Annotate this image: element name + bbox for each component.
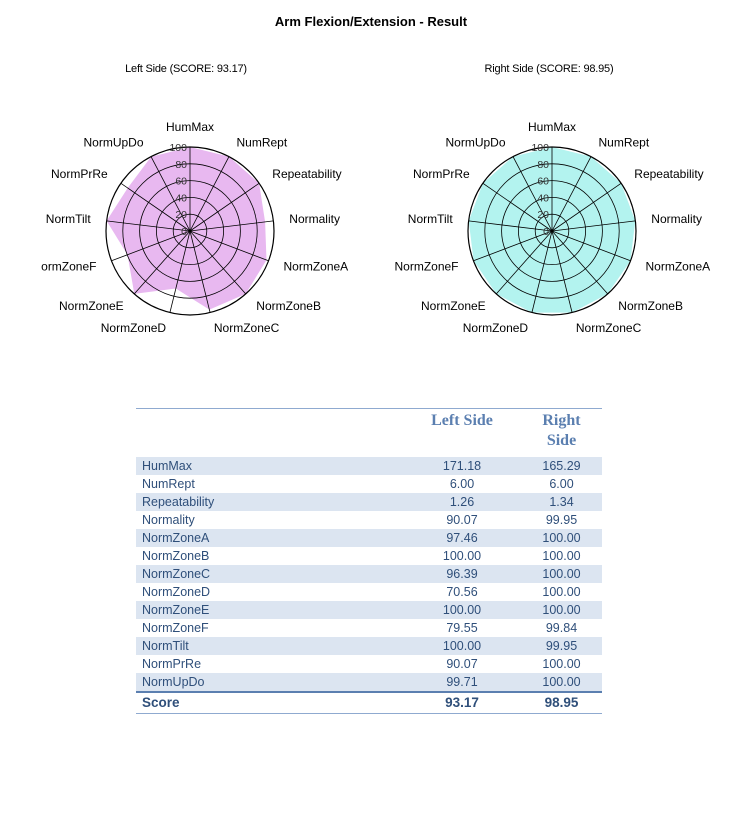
radar-axis-label: NormPrRe (51, 167, 108, 182)
row-right-value: 99.84 (545, 621, 578, 635)
row-metric-name: HumMax (142, 459, 193, 473)
score-row (136, 692, 602, 714)
row-metric-name: NormZoneC (142, 567, 211, 581)
row-right-value: 100.00 (542, 675, 581, 689)
right-radar-chart (362, 110, 733, 340)
radar-tick-label: 0 (543, 226, 549, 238)
radar-tick-label: 80 (175, 158, 187, 171)
row-metric-name: NumRept (142, 477, 195, 491)
row-left-value: 90.07 (446, 657, 478, 671)
radar-axis-label: Repeatability (634, 167, 704, 182)
score-label: Score (142, 695, 180, 710)
table-row (136, 601, 602, 619)
table-row (136, 655, 602, 673)
radar-axis-label: NormZoneD (100, 321, 167, 336)
header-left-side: Left Side (431, 412, 493, 429)
row-left-value: 1.26 (449, 495, 475, 509)
table-row (136, 493, 602, 511)
table-row (136, 475, 602, 493)
row-right-value: 100.00 (542, 549, 581, 563)
radar-tick-label: 40 (537, 192, 549, 205)
row-right-value: 165.29 (542, 459, 581, 473)
row-metric-name: NormZoneE (142, 603, 210, 617)
row-left-value: 96.39 (446, 567, 478, 581)
radar-axis-label: Normality (289, 211, 340, 226)
row-left-value: 6.00 (449, 477, 475, 491)
page-title: Arm Flexion/Extension - Result (274, 14, 468, 29)
radar-tick-label: 60 (175, 175, 187, 188)
radar-tick-label: 40 (175, 192, 187, 205)
row-right-value: 100.00 (542, 603, 581, 617)
radar-tick-label: 20 (175, 209, 187, 222)
row-left-value: 79.55 (446, 621, 478, 635)
row-left-value: 97.46 (446, 531, 478, 545)
row-metric-name: NormUpDo (142, 675, 205, 689)
radar-axis-label: NormPrRe (413, 167, 470, 182)
radar-axis-label: NormZoneA (645, 259, 711, 274)
row-metric-name: NormZoneF (142, 621, 209, 635)
radar-axis-label: NormTilt (45, 211, 91, 226)
radar-axis-label: HumMax (165, 120, 215, 134)
radar-axis-label: NormUpDo (445, 135, 506, 150)
row-right-value: 99.95 (545, 639, 578, 653)
table-row (136, 673, 602, 692)
radar-axis-label: NormZoneD (462, 321, 529, 336)
row-right-value: 100.00 (542, 531, 581, 545)
row-right-value: 100.00 (542, 567, 581, 581)
radar-axis-label: NormZoneF (394, 259, 459, 274)
row-metric-name: Normality (142, 513, 195, 527)
row-metric-name: NormZoneA (142, 531, 210, 545)
left-chart-title: Left Side (SCORE: 93.17) (125, 63, 247, 75)
radar-tick-label: 0 (181, 226, 187, 238)
radar-axis-label: Normality (651, 211, 702, 226)
table-body (136, 457, 602, 692)
table-row (136, 457, 602, 475)
table-row (136, 619, 602, 637)
row-right-value: 100.00 (542, 657, 581, 671)
row-left-value: 90.07 (446, 513, 478, 527)
right-chart-title: Right Side (SCORE: 98.95) (484, 63, 614, 75)
row-right-value: 99.95 (545, 513, 578, 527)
header-right-side: Right Side (542, 412, 581, 449)
row-right-value: 100.00 (542, 585, 581, 599)
table-row (136, 529, 602, 547)
row-metric-name: Repeatability (142, 495, 215, 509)
row-right-value: 6.00 (549, 477, 574, 491)
table-header-row (136, 409, 602, 458)
radar-axis-label: NormZoneA (283, 259, 349, 274)
radar-axis-label: NumRept (236, 135, 288, 150)
radar-axis-label: NormTilt (407, 211, 453, 226)
radar-tick-label: 20 (537, 209, 549, 222)
radar-axis-label: HumMax (527, 120, 577, 134)
results-table (136, 408, 602, 714)
radar-axis-label: NormZoneB (256, 298, 321, 313)
row-left-value: 100.00 (442, 603, 482, 617)
row-left-value: 100.00 (442, 639, 482, 653)
table-row (136, 511, 602, 529)
table-row (136, 547, 602, 565)
radar-axis-label: ormZoneF (41, 259, 97, 274)
table-row (136, 565, 602, 583)
radar-axis-label: NormZoneC (213, 321, 280, 336)
left-radar-chart (0, 110, 371, 340)
row-metric-name: NormZoneB (142, 549, 210, 563)
radar-tick-label: 100 (169, 142, 187, 154)
score-right: 98.95 (544, 695, 579, 710)
radar-axis-label: NormZoneE (421, 298, 486, 313)
radar-axis-label: NormUpDo (83, 135, 144, 150)
row-metric-name: NormTilt (142, 639, 189, 653)
score-left: 93.17 (445, 695, 479, 710)
row-right-value: 1.34 (549, 495, 574, 509)
table-row (136, 583, 602, 601)
row-left-value: 99.71 (446, 675, 478, 689)
radar-tick-label: 80 (537, 158, 549, 171)
radar-axis-label: NormZoneC (575, 321, 642, 336)
row-left-value: 70.56 (446, 585, 478, 599)
radar-axis-label: NormZoneB (618, 298, 683, 313)
row-left-value: 171.18 (442, 459, 482, 473)
row-left-value: 100.00 (442, 549, 482, 563)
radar-axis-label: NumRept (598, 135, 650, 150)
radar-tick-label: 100 (531, 142, 549, 154)
row-metric-name: NormZoneD (142, 585, 211, 599)
header-blank (136, 409, 403, 458)
radar-axis-label: NormZoneE (59, 298, 124, 313)
table-row (136, 637, 602, 655)
radar-tick-label: 60 (537, 175, 549, 188)
radar-axis-label: Repeatability (272, 167, 342, 182)
row-metric-name: NormPrRe (142, 657, 202, 671)
